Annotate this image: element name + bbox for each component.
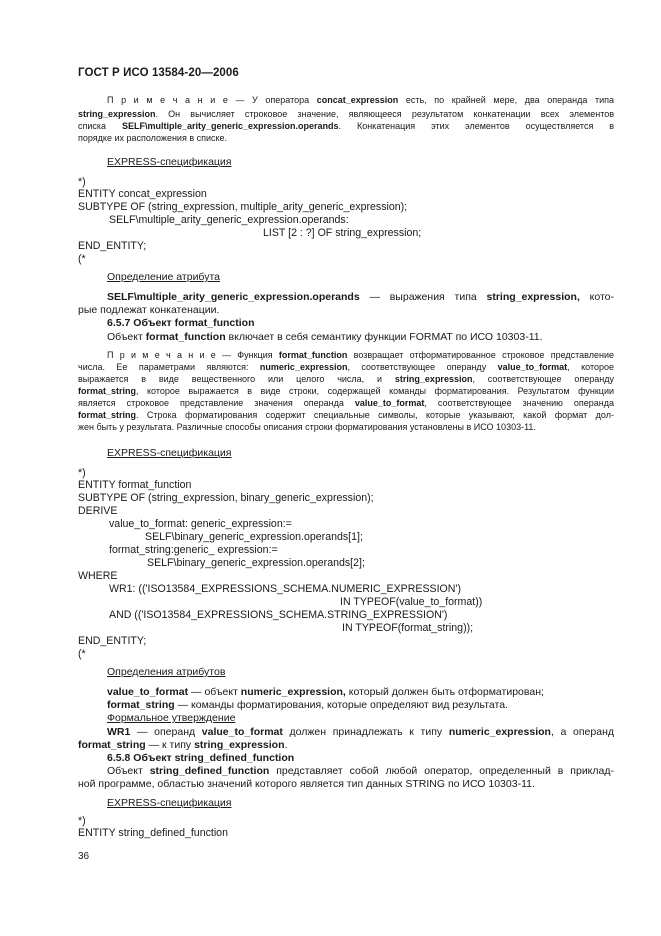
attribute-definition-line-1 xyxy=(107,291,614,303)
term-string-expression: string_expression xyxy=(194,739,285,751)
code-line: IN TYPEOF(value_to_format)) xyxy=(340,596,483,608)
code-line: WR1: (('ISO13584_EXPRESSIONS_SCHEMA.NUMERIC_EXPRESSION') xyxy=(109,583,461,595)
body-text: . xyxy=(284,739,288,751)
code-line: IN TYPEOF(format_string)); xyxy=(342,622,474,634)
body-text: — выражения типа xyxy=(359,291,487,303)
wr1-line-1 xyxy=(107,726,614,738)
code-line: (* xyxy=(78,253,86,265)
body-text: включает в себя семантику функции FORMAT по ИСО 10303-11. xyxy=(225,331,543,343)
code-line: SUBTYPE OF (string_expression, multiple_arity_generic_expression); xyxy=(78,201,408,213)
page-header-title: ГОСТ Р ИСО 13584-20—2006 xyxy=(78,67,239,79)
term-format-function: format_function xyxy=(278,350,348,360)
note-text: выражается в виде вещественного или целого числа, и xyxy=(78,374,395,384)
note-text: . Конкатенация этих элементов осуществляется в xyxy=(338,121,615,131)
term-value-to-format: value_to_format xyxy=(107,686,189,698)
note-concat-line-4: порядке их расположения в списке. xyxy=(78,133,228,143)
term-string-defined-function: string_defined_function xyxy=(149,765,270,777)
code-line: value_to_format: generic_expression:= xyxy=(109,518,292,530)
note-text: , которое xyxy=(567,362,615,372)
body-text: Объект xyxy=(107,765,150,777)
attribute-definition-line-2: рые подлежат конкатенации. xyxy=(78,304,220,316)
note-format-line-2 xyxy=(78,362,614,372)
body-text: , а операнд xyxy=(550,726,614,738)
note-format-line-3 xyxy=(78,374,614,384)
body-text: представляет собой любой оператор, определенный в приклад- xyxy=(269,765,614,777)
attribute-definitions-heading: Определения атрибутов xyxy=(107,666,226,678)
note-text: , соответствующее значению операнда xyxy=(424,398,615,408)
section-6-5-7-heading: 6.5.7 Объект format_function xyxy=(107,317,255,329)
note-text: . Строка форматирования содержит специальные символы, которые указывают, какой формат дол- xyxy=(136,410,614,420)
term-format-string: format_string xyxy=(78,410,137,420)
term-numeric-expression: numeric_expression xyxy=(259,362,348,372)
code-line: AND (('ISO13584_EXPRESSIONS_SCHEMA.STRING_EXPRESSION') xyxy=(109,609,448,621)
term-operands: SELF\multiple_arity_generic_expression.operands xyxy=(121,121,339,131)
term-string-expression: string_expression xyxy=(394,374,473,384)
code-line: *) xyxy=(78,467,86,479)
code-line: *) xyxy=(78,176,86,188)
body-text: который должен быть отформатирован; xyxy=(345,686,544,698)
note-concat-line-3 xyxy=(78,121,614,131)
term-concat-expression: concat_expression xyxy=(316,95,399,105)
note-label: П р и м е ч а н и е — У оператора xyxy=(107,95,317,105)
code-line: ENTITY concat_expression xyxy=(78,188,207,200)
code-line: SUBTYPE OF (string_expression, binary_generic_expression); xyxy=(78,492,374,504)
note-text: списка xyxy=(78,121,122,131)
term-string-expression: string_expression xyxy=(78,109,156,119)
note-text: есть, по крайней мере, два операнда типа xyxy=(398,95,614,105)
code-line: SELF\multiple_arity_generic_expression.operands: xyxy=(109,214,349,226)
express-spec-heading: EXPRESS-спецификация xyxy=(107,156,232,168)
note-format-line-6 xyxy=(78,410,614,420)
code-line: SELF\binary_generic_expression.operands[2]; xyxy=(147,557,365,569)
section-6-5-8-heading: 6.5.8 Объект string_defined_function xyxy=(107,752,295,764)
term-format-string: format_string xyxy=(78,386,137,396)
wr1-line-2 xyxy=(78,739,287,751)
formal-statement-heading: Формальное утверждение xyxy=(107,712,236,724)
note-text: , соответствующее операнду xyxy=(472,374,614,384)
express-spec-heading: EXPRESS-спецификация xyxy=(107,447,232,459)
note-text: , которое выражается в виде строки, содержащей команды форматирования. Результатом функции xyxy=(136,386,614,396)
term-operands: SELF\multiple_arity_generic_expression.operands xyxy=(107,291,360,303)
section-6-5-8-line-1 xyxy=(107,765,614,777)
attribute-definition-heading: Определение атрибута xyxy=(107,271,220,283)
body-text: — операнд xyxy=(130,726,202,738)
code-line: ENTITY string_defined_function xyxy=(78,827,228,839)
note-text: . Он вычисляет строковое значение, являющееся результатом конкатенации всех элементов xyxy=(155,109,614,119)
section-6-5-7-text xyxy=(107,331,543,343)
code-line: format_string:generic_ expression:= xyxy=(109,544,278,556)
attribute-value-to-format xyxy=(107,686,544,698)
term-value-to-format: value_to_format xyxy=(497,362,568,372)
term-value-to-format: value_to_format xyxy=(354,398,425,408)
code-line: ENTITY format_function xyxy=(78,479,192,491)
term-value-to-format: value_to_format xyxy=(201,726,283,738)
body-text: должен принадлежать к типу xyxy=(282,726,449,738)
note-format-line-4 xyxy=(78,386,614,396)
code-line: LIST [2 : ?] OF string_expression; xyxy=(263,227,422,239)
code-line: DERIVE xyxy=(78,505,118,517)
term-format-string: format_string xyxy=(107,699,175,711)
note-format-line-5 xyxy=(78,398,614,408)
note-format-line-1 xyxy=(107,350,614,360)
body-text: — к типу xyxy=(145,739,195,751)
code-line: *) xyxy=(78,815,86,827)
term-string-expression: string_expression, xyxy=(486,291,580,303)
term-format-function: format_function xyxy=(145,331,226,343)
code-line: END_ENTITY; xyxy=(78,240,147,252)
note-concat-line-2 xyxy=(78,109,614,119)
code-line: WHERE xyxy=(78,570,118,582)
term-format-string: format_string xyxy=(78,739,146,751)
term-wr1: WR1 xyxy=(107,726,131,738)
code-line: END_ENTITY; xyxy=(78,635,147,647)
page-number: 36 xyxy=(78,851,90,862)
note-text: , соответствующее операнду xyxy=(347,362,498,372)
note-label: П р и м е ч а н и е — Функция xyxy=(107,350,279,360)
body-text: Объект xyxy=(107,331,146,343)
attribute-format-string xyxy=(107,699,508,711)
code-line: (* xyxy=(78,648,86,660)
note-text: является строковое представление значения операнда xyxy=(78,398,355,408)
note-text: числа. Ее параметрами являются: xyxy=(78,362,260,372)
express-spec-heading: EXPRESS-спецификация xyxy=(107,797,232,809)
code-line: SELF\binary_generic_expression.operands[1]; xyxy=(145,531,363,543)
body-text: — объект xyxy=(188,686,241,698)
section-6-5-8-line-2: ной программе, областью значений которого является тип данных STRING по ИСО 10303-11. xyxy=(78,778,535,790)
term-numeric-expression: numeric_expression, xyxy=(240,686,346,698)
note-text: возвращает отформатированное строковое представление xyxy=(347,350,614,360)
note-format-line-7: жен быть у результата. Различные способы описания строки форматирования установлены в ИСО 10303-11. xyxy=(78,422,536,432)
body-text: — команды форматирования, которые определяют вид результата. xyxy=(174,699,508,711)
term-numeric-expression: numeric_expression xyxy=(448,726,551,738)
note-concat-line-1 xyxy=(107,95,614,105)
body-text: кото- xyxy=(579,291,614,303)
